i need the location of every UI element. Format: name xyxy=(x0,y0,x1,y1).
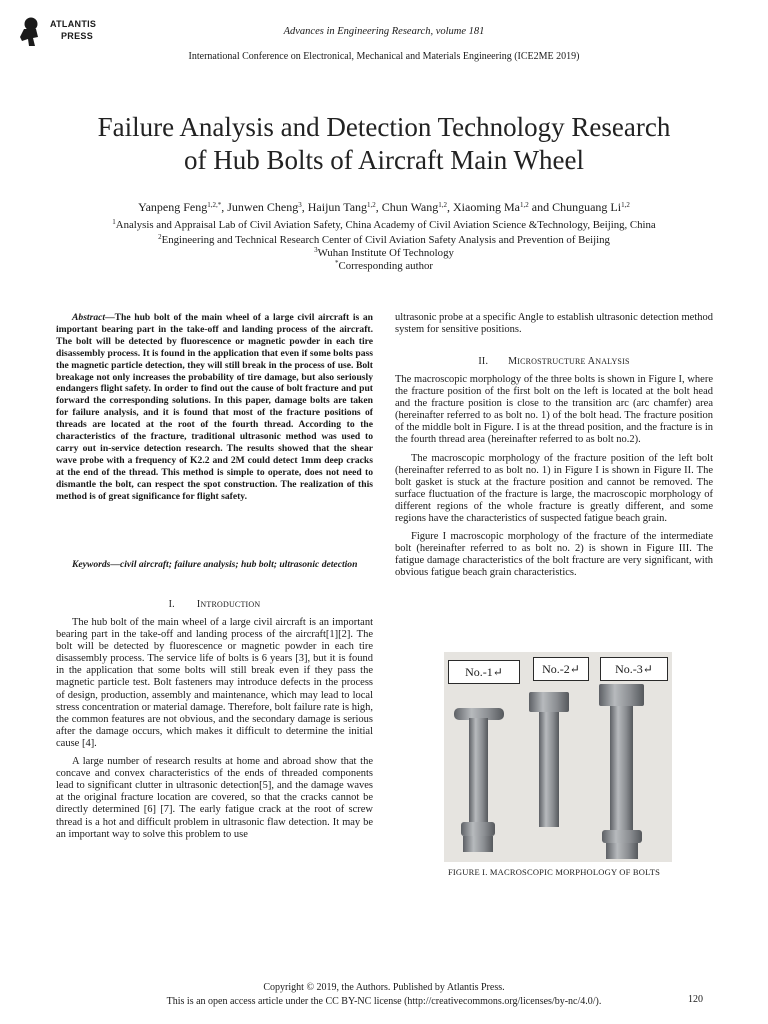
affiliation-3 xyxy=(0,246,768,259)
section-title-initial: A xyxy=(585,356,596,367)
author-list xyxy=(0,200,768,215)
figure-label-bolt-1: No.-1↵ xyxy=(448,660,520,684)
introduction-body xyxy=(56,617,373,847)
title-line2: of Hub Bolts of Aircraft Main Wheel xyxy=(184,145,584,175)
author-affil-sup: 1,2 xyxy=(621,201,630,209)
author-name: Xiaoming Ma xyxy=(453,200,521,214)
microstructure-body xyxy=(395,374,713,586)
title-line1: Failure Analysis and Detection Technology Research xyxy=(97,112,671,142)
paragraph: A large number of research results at home and abroad show that the concave and convex characteristics of the ends of threaded components lead to significant clutter in ultrasonic detection[5], and the damage waves at the original fracture location are covered, so that the cracks cannot be directly determined [6] [7]. The early fatigue crack at the root of screw thread is a hot and difficult problem in ultrasonic flaw detection. It may be an important way to solve this problem to use xyxy=(56,756,373,840)
keywords xyxy=(56,559,373,571)
author-affil-sup: 3 xyxy=(298,201,302,209)
keywords-text: Keywords—civil aircraft; failure analysis; hub bolt; ultrasonic detection xyxy=(72,559,358,570)
abstract-label: Abstract xyxy=(72,312,106,323)
section-title-rest: NTRODUCTION xyxy=(200,600,261,609)
author-name: Haijun Tang xyxy=(307,200,368,214)
author-name: Yanpeng Feng xyxy=(138,200,208,214)
figure-label-bolt-2: No.-2↵ xyxy=(533,657,589,681)
paper-title xyxy=(40,111,728,177)
affiliation-2 xyxy=(0,233,768,246)
paragraph: ultrasonic probe at a specific Angle to establish ultrasonic detection method system for sensitive positions. xyxy=(395,312,713,336)
affil-sup: 3 xyxy=(314,246,318,254)
section-title-initial: M xyxy=(508,356,518,367)
journal-name: Advances in Engineering Research, volume 181 xyxy=(283,26,485,37)
author-separator: , xyxy=(301,200,308,214)
paragraph: The hub bolt of the main wheel of a large civil aircraft is an important bearing part in the take-off and landing process of the aircraft[1][2]. The bolt will be detected by fluorescence or magnetic powder in each tire disassembly process. The service life of bolts is 6 years [3], but it is found in the application that some bolts will still break even if they pass the magnetic particle test. Bolt fasteners may introduce defects in the process of design, production, assembly and maintenance, which may lead to local stress concentration or material damage. Therefore, bolt failure rate is high, the common features are not obvious, and the secondary damage is serious after the damage occurs, which makes it difficult to determine the initial cause [4]. xyxy=(56,617,373,749)
logo-text-line2: PRESS xyxy=(61,31,94,41)
affil-text: Engineering and Technical Research Center of Civil Aviation Safety Analysis and Prevention of Beijing xyxy=(161,234,610,246)
affil-sup: 2 xyxy=(158,233,162,241)
author-affil-sup: 1,2 xyxy=(367,201,376,209)
abstract xyxy=(56,312,373,503)
author-affil-sup: 1,2 xyxy=(520,201,529,209)
author-name: Junwen Cheng xyxy=(227,200,299,214)
abstract-continuation xyxy=(395,312,713,342)
author-name: Chunguang Li xyxy=(552,200,622,214)
author-separator: , xyxy=(221,200,228,214)
author-affil-sup: 1,2,* xyxy=(207,201,222,209)
corresponding-author-note xyxy=(0,259,768,272)
section-title-rest: NALYSIS xyxy=(595,357,630,366)
conference-name: International Conference on Electronical, Mechanical and Materials Engineering (ICE2ME 2019) xyxy=(188,51,580,62)
abstract-text: —The hub bolt of the main wheel of a large civil aircraft is an important bearing part in the take-off and landing process of the aircraft. The bolt will be detected by fluorescence or magnetic powder in each tire disassembly process. It is found in the application that even if some bolts pass the magnetic particle detection, they will still break in the process of use. Bolt breakage not only increases the probability of tire damage, but also seriously endangers flight safety. In order to find out the cause of bolt fracture and put forward the corresponding solutions. In this paper, damage bolts are taken for failure analysis, and it is found that most of the fracture positions of threads are located at the root of the fourth thread. According to the characteristics of the fracture, traditional ultrasonic method was used to carry out in-service detection research. The results showed that the shear wave probe with a frequency of K2.2 and 2M could detect 1mm deep cracks at the end of the thread. This method is simple to operate, does not need to dismantle the bolt, can respect the spot construction. The realization of this method is of great significance for flight safety. xyxy=(56,312,373,502)
affil-sup: * xyxy=(335,259,339,267)
author-name: Chun Wang xyxy=(381,200,439,214)
affil-text: Analysis and Appraisal Lab of Civil Aviation Safety, China Academy of Civil Aviation Science &Technology, Beijing, China xyxy=(115,219,656,231)
author-separator: and xyxy=(528,200,553,214)
section-title-rest: ICROSTRUCTURE xyxy=(517,357,586,366)
section-number: I. xyxy=(168,599,175,610)
copyright-line: Copyright © 2019, the Authors. Published by Atlantis Press. xyxy=(263,982,505,993)
paragraph: The macroscopic morphology of the three bolts is shown in Figure I, where the fracture position of the first bolt on the left is located at the bolt head and the fracture position is close to the transition arc (arc chamfer) area (hereinafter referred to as bolt no. 1) of the bolt head. The fracture position of the middle bolt in Figure. I is at the thread position, and the fracture is in the fourth thread area (hereinafter referred to as bolt no.2). xyxy=(395,374,713,446)
author-separator: , xyxy=(447,200,454,214)
logo-text-line1: ATLANTIS xyxy=(50,19,97,29)
author-affil-sup: 1,2 xyxy=(438,201,448,209)
page-number: 120 xyxy=(688,994,703,1005)
section-number: II. xyxy=(478,356,489,367)
affil-sup: 1 xyxy=(112,218,116,226)
paragraph: Figure I macroscopic morphology of the fracture of the intermediate bolt (hereinafter referred to as bolt no. 2) is shown in Figure III. The fatigue damage characteristics of the bolt fracture are very significant, with obvious fatigue beach grain characteristics. xyxy=(395,531,713,579)
affil-text: Wuhan Institute Of Technology xyxy=(317,247,454,259)
figure-label-bolt-3: No.-3↵ xyxy=(600,657,668,681)
figure-caption: FIGURE I. MACROSCOPIC MORPHOLOGY OF BOLTS xyxy=(447,867,661,877)
author-separator: , xyxy=(375,200,382,214)
license-line: This is an open access article under the CC BY-NC license (http://creativecommons.org/licenses/by-nc/4.0/). xyxy=(166,996,602,1007)
section-title-initial: I xyxy=(196,599,201,610)
section-heading-microstructure xyxy=(395,356,713,367)
section-heading-introduction xyxy=(56,599,373,610)
figure-bolts-photo xyxy=(444,652,672,862)
affiliation-1 xyxy=(0,218,768,231)
paragraph: The macroscopic morphology of the fracture position of the left bolt (hereinafter referred to as bolt no. 1) in Figure I is shown in Figure II. The bolt gasket is stuck at the fracture position and cannot be removed. The surface fluctuation of the fracture is large, the macroscopic morphology of different regions of the whole fracture is greatly different, and some regions have the characteristics of suspected fatigue beach grain. xyxy=(395,452,713,525)
affil-text: Corresponding author xyxy=(338,260,433,272)
